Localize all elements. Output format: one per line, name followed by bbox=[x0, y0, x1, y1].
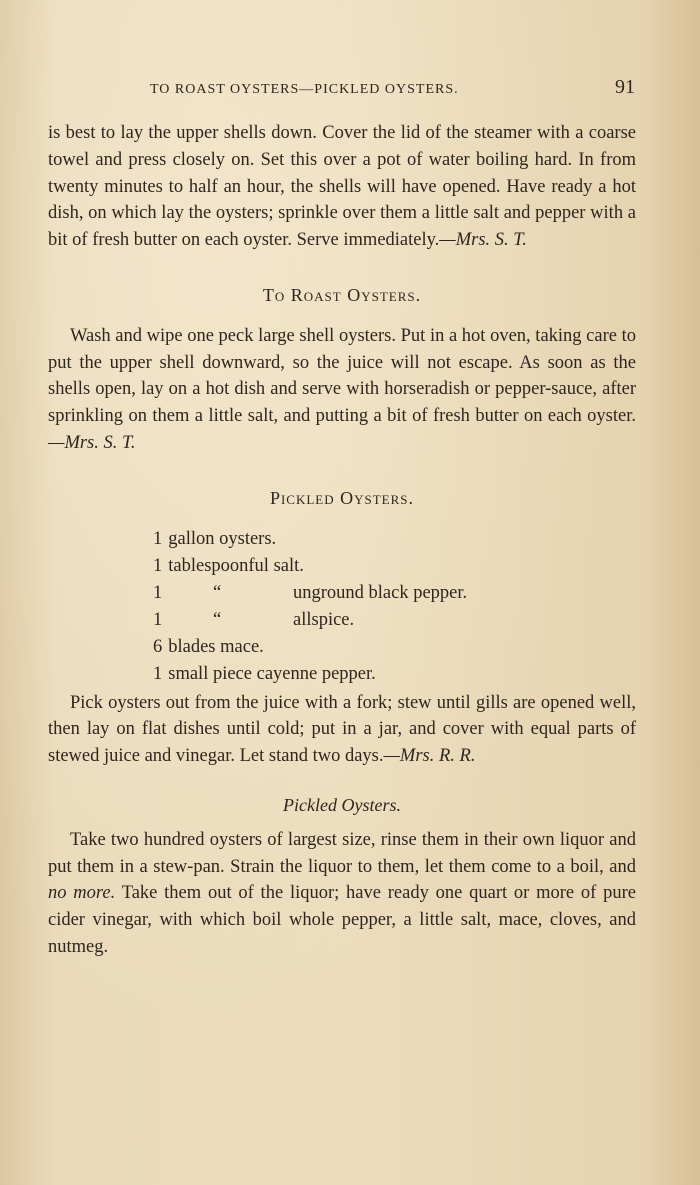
pickled-oysters-signature: —Mrs. R. R. bbox=[383, 746, 476, 767]
ingredient-qty: 1 bbox=[153, 582, 163, 603]
roast-oysters-text: Wash and wipe one peck large shell oysters. Put in a hot oven, taking care to put the upper shell downward, so the juice will not escape. As soon as the shells open, lay on a hot dish and serve with horseradish or pepper-sauce, after sprinkling on them a little salt, and putting a bit of fresh butter on each oyster. bbox=[48, 325, 636, 427]
ingredient-name: tablespoonful salt. bbox=[168, 555, 304, 576]
page-header bbox=[150, 76, 635, 99]
roast-oysters-title: To Roast Oysters. bbox=[262, 284, 422, 305]
ingredient-item bbox=[153, 526, 636, 553]
ingredient-name: blades mace. bbox=[168, 636, 264, 657]
roast-oysters-signature: —Mrs. S. T. bbox=[48, 432, 136, 453]
ditto-mark: “ bbox=[213, 609, 222, 630]
pickled-oysters-paragraph bbox=[48, 690, 636, 770]
ingredient-item bbox=[153, 553, 636, 580]
ingredient-item bbox=[153, 634, 636, 661]
page-number: 91 bbox=[615, 76, 635, 98]
pickled-oysters-2-title: Pickled Oysters. bbox=[283, 794, 401, 815]
pickled-oysters-2-text-a: Take two hundred oysters of largest size, rinse them in their own liquor and put them in a stew-pan. Strain the liquor to them, let them come to a boil, and bbox=[48, 829, 636, 877]
ingredient-qty: 1 bbox=[153, 609, 163, 630]
ingredient-name: small piece cayenne pepper. bbox=[168, 663, 376, 684]
continuation-signature: —Mrs. S. T. bbox=[439, 230, 527, 251]
ingredient-list bbox=[153, 526, 636, 688]
continuation-paragraph bbox=[48, 120, 636, 254]
pickled-oysters-text: Pick oysters out from the juice with a fork; stew until gills are opened well, then lay on flat dishes until cold; put in a jar, and cover with equal parts of stewed juice and vinegar. Let stand two days. bbox=[48, 692, 636, 767]
roast-oysters-paragraph bbox=[48, 323, 636, 457]
ingredient-name: gallon oysters. bbox=[168, 528, 277, 549]
pickled-oysters-2-text-b: Take them out of the liquor; have ready one quart or more of pure cider vinegar, with which boil whole pepper, a little salt, mace, cloves, and nutmeg. bbox=[48, 883, 636, 957]
continuation-text: is best to lay the upper shells down. Cover the lid of the steamer with a coarse towel and press closely on. Set this over a pot of water boiling hard. In from twenty minutes to half an hour, the shells will have opened. Have ready a hot dish, on which lay the oysters; sprinkle over them a little salt and pepper with a bit of fresh butter on each oyster. Serve immediately. bbox=[48, 123, 636, 251]
ingredient-qty: 1 bbox=[153, 555, 163, 576]
pickled-oysters-title: Pickled Oysters. bbox=[269, 487, 415, 508]
ingredient-qty: 1 bbox=[153, 528, 163, 549]
ingredient-qty: 6 bbox=[153, 636, 163, 657]
pickled-oysters-2-emphasis: no more. bbox=[48, 883, 116, 904]
ingredient-item bbox=[153, 661, 636, 688]
pickled-oysters-2-paragraph bbox=[48, 827, 636, 961]
ditto-mark: “ bbox=[213, 582, 222, 603]
ingredient-qty: 1 bbox=[153, 663, 163, 684]
ingredient-item bbox=[153, 607, 636, 634]
ingredient-name: allspice. bbox=[293, 609, 355, 630]
ingredient-item bbox=[153, 580, 636, 607]
running-head: TO ROAST OYSTERS—PICKLED OYSTERS. bbox=[150, 82, 459, 97]
ingredient-name: unground black pepper. bbox=[293, 582, 468, 603]
page-body bbox=[48, 120, 636, 961]
